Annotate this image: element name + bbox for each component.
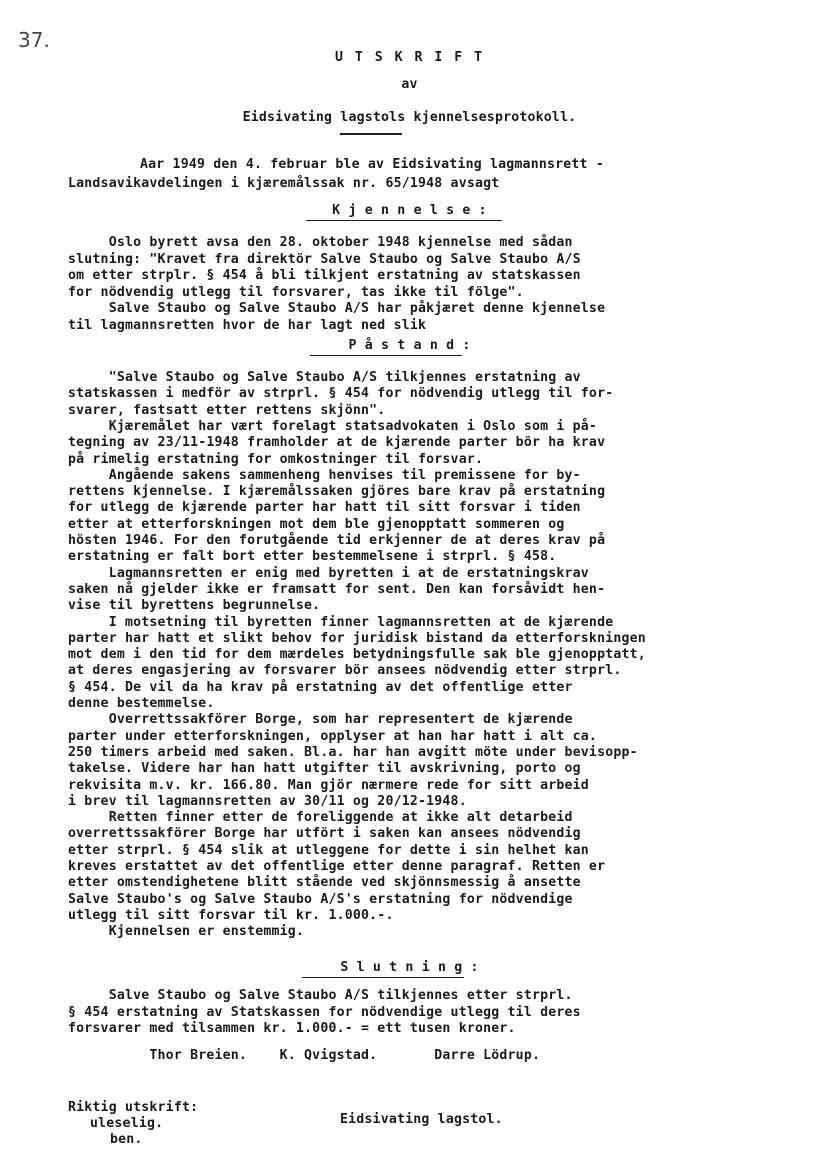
- text-line: parter under etterforskningen, opplyser at han har hatt i alt ca.: [68, 728, 598, 744]
- text-line: at deres engasjering av forsvarer bör ansees nödvendig etter strprl.: [68, 663, 622, 679]
- intro-line-1: Aar 1949 den 4. februar ble av Eidsivating lagmannsrett -: [140, 157, 604, 172]
- text-line: rettens kjennelse. I kjæremålssaken gjöres bare krav på erstatning: [68, 484, 606, 500]
- page-number: 37.: [18, 28, 50, 52]
- text-line: parter har hatt et slikt behov for juridisk bistand da etterforskningen: [68, 630, 646, 646]
- pastand-heading: P å s t a n d :: [348, 338, 471, 353]
- text-line: 250 timers arbeid med saken. Bl.a. har han avgitt möte under bevisopp-: [68, 744, 638, 760]
- text-line: Oslo byrett avsa den 28. oktober 1948 kjennelse med sådan: [68, 235, 573, 250]
- text-line: om etter strplr. § 454 å bli tilkjent erstatning av statskassen: [68, 268, 581, 284]
- text-line: vise til byrettens begrunnelse.: [68, 598, 321, 614]
- text-line: rekvisita m.v. kr. 166.80. Man gjör nærmere rede for sitt arbeid: [68, 777, 589, 793]
- signature-line: Thor Breien. K. Qvigstad. Darre Lödrup.: [68, 1048, 541, 1063]
- slutning-heading: S l u t n i n g :: [340, 960, 479, 975]
- kjennelse-heading: K j e n n e l s e :: [332, 203, 487, 218]
- text-line: Salve Staubo og Salve Staubo A/S tilkjennes etter strprl.: [68, 988, 573, 1003]
- text-line: statskassen i medför av strprl. § 454 for nödvendig utlegg til for-: [68, 386, 614, 402]
- footer-court-name: Eidsivating lagstol.: [340, 1112, 503, 1127]
- subtitle-underline: [340, 133, 402, 135]
- text-line: Kjennelsen er enstemmig.: [68, 924, 305, 940]
- title-of: av: [401, 77, 418, 92]
- text-line: overrettssakförer Borge har utfört i saken kan ansees nödvendig: [68, 826, 581, 842]
- text-line: tegning av 23/11-1948 framholder at de kjærende parter bör ha krav: [68, 435, 606, 451]
- text-line: I motsetning til byretten finner lagmannsretten at de kjærende: [68, 614, 614, 630]
- pastand-underline: [310, 355, 462, 356]
- text-line: etter strprl. § 454 slik at utleggene for dette i sin helhet kan: [68, 842, 589, 858]
- text-line: slutning: "Kravet fra direktör Salve Staubo og Salve Staubo A/S: [68, 251, 581, 267]
- text-line: Lagmannsretten er enig med byretten i at de erstatningskrav: [68, 565, 589, 581]
- text-line: Retten finner etter de foreliggende at ikke alt detarbeid: [68, 810, 573, 826]
- document-title: U T S K R I F T: [334, 50, 485, 65]
- text-line: § 454 erstatning av Statskassen for nödvendige utlegg til deres: [68, 1004, 581, 1020]
- text-line: takelse. Videre har han hatt utgifter til avskrivning, porto og: [68, 761, 581, 777]
- text-line: på rimelig erstatning for omkostninger til forsvar.: [68, 451, 484, 467]
- text-line: i brev til lagmannsretten av 30/11 og 20/12-1948.: [68, 793, 467, 809]
- text-line: Salve Staubo og Salve Staubo A/S har påkjæret denne kjennelse: [68, 301, 606, 317]
- text-line: svarer, fastsatt etter rettens skjönn".: [68, 402, 386, 418]
- document-subtitle: Eidsivating lagstols kjennelsesprotokoll.: [242, 110, 577, 125]
- text-line: etter omstendighetene blitt stående ved skjönnsmessig å ansette: [68, 875, 581, 891]
- footer-riktig-utskrift: Riktig utskrift:: [68, 1100, 199, 1115]
- text-line: til lagmannsretten hvor de har lagt ned slik: [68, 318, 427, 333]
- text-line: Angående sakens sammenheng henvises til premissene for by-: [68, 467, 581, 483]
- text-line: for nödvendig utlegg til forsvarer, tas ikke til fölge".: [68, 284, 524, 300]
- footer-ben: ben.: [110, 1132, 143, 1147]
- footer-illegible-signature: uleselig.: [90, 1116, 164, 1131]
- text-line: mot dem i den tid for dem mærdeles betydningsfulle sak ble gjenopptatt,: [68, 647, 646, 663]
- text-line: Salve Staubo's og Salve Staubo A/S's erstatning for nödvendige: [68, 891, 573, 907]
- text-line: etter at etterforskningen mot dem ble gjenopptatt sommeren og: [68, 516, 565, 532]
- intro-line-2: Landsavikavdelingen i kjæremålssak nr. 65/1948 avsagt: [68, 176, 500, 191]
- text-line: Kjæremålet har vært forelagt statsadvokaten i Oslo som i på-: [68, 418, 598, 434]
- text-line: saken nå gjelder ikke er framsatt for sent. Den kan forsåvidt hen-: [68, 581, 606, 597]
- text-line: denne bestemmelse.: [68, 696, 215, 711]
- text-line: § 454. De vil da ha krav på erstatning av det offentlige etter: [68, 679, 573, 695]
- text-line: for utlegg de kjærende parter har hatt til sitt forsvar i tiden: [68, 500, 581, 516]
- text-line: kreves erstattet av det offentlige etter denne paragraf. Retten er: [68, 859, 606, 874]
- text-line: "Salve Staubo og Salve Staubo A/S tilkjennes erstatning av: [68, 370, 581, 385]
- text-line: erstatning er falt bort etter bestemmelsene i strprl. § 458.: [68, 549, 557, 565]
- text-line: forsvarer med tilsammen kr. 1.000.- = ett tusen kroner.: [68, 1021, 516, 1036]
- text-line: hösten 1946. For den forutgående tid erkjenner de at deres krav på: [68, 533, 606, 548]
- text-line: Overrettssakförer Borge, som har representert de kjærende: [68, 712, 573, 728]
- slutning-underline: [302, 977, 464, 978]
- kjennelse-underline: [306, 220, 502, 221]
- text-line: utlegg til sitt forsvar til kr. 1.000.-.: [68, 907, 394, 923]
